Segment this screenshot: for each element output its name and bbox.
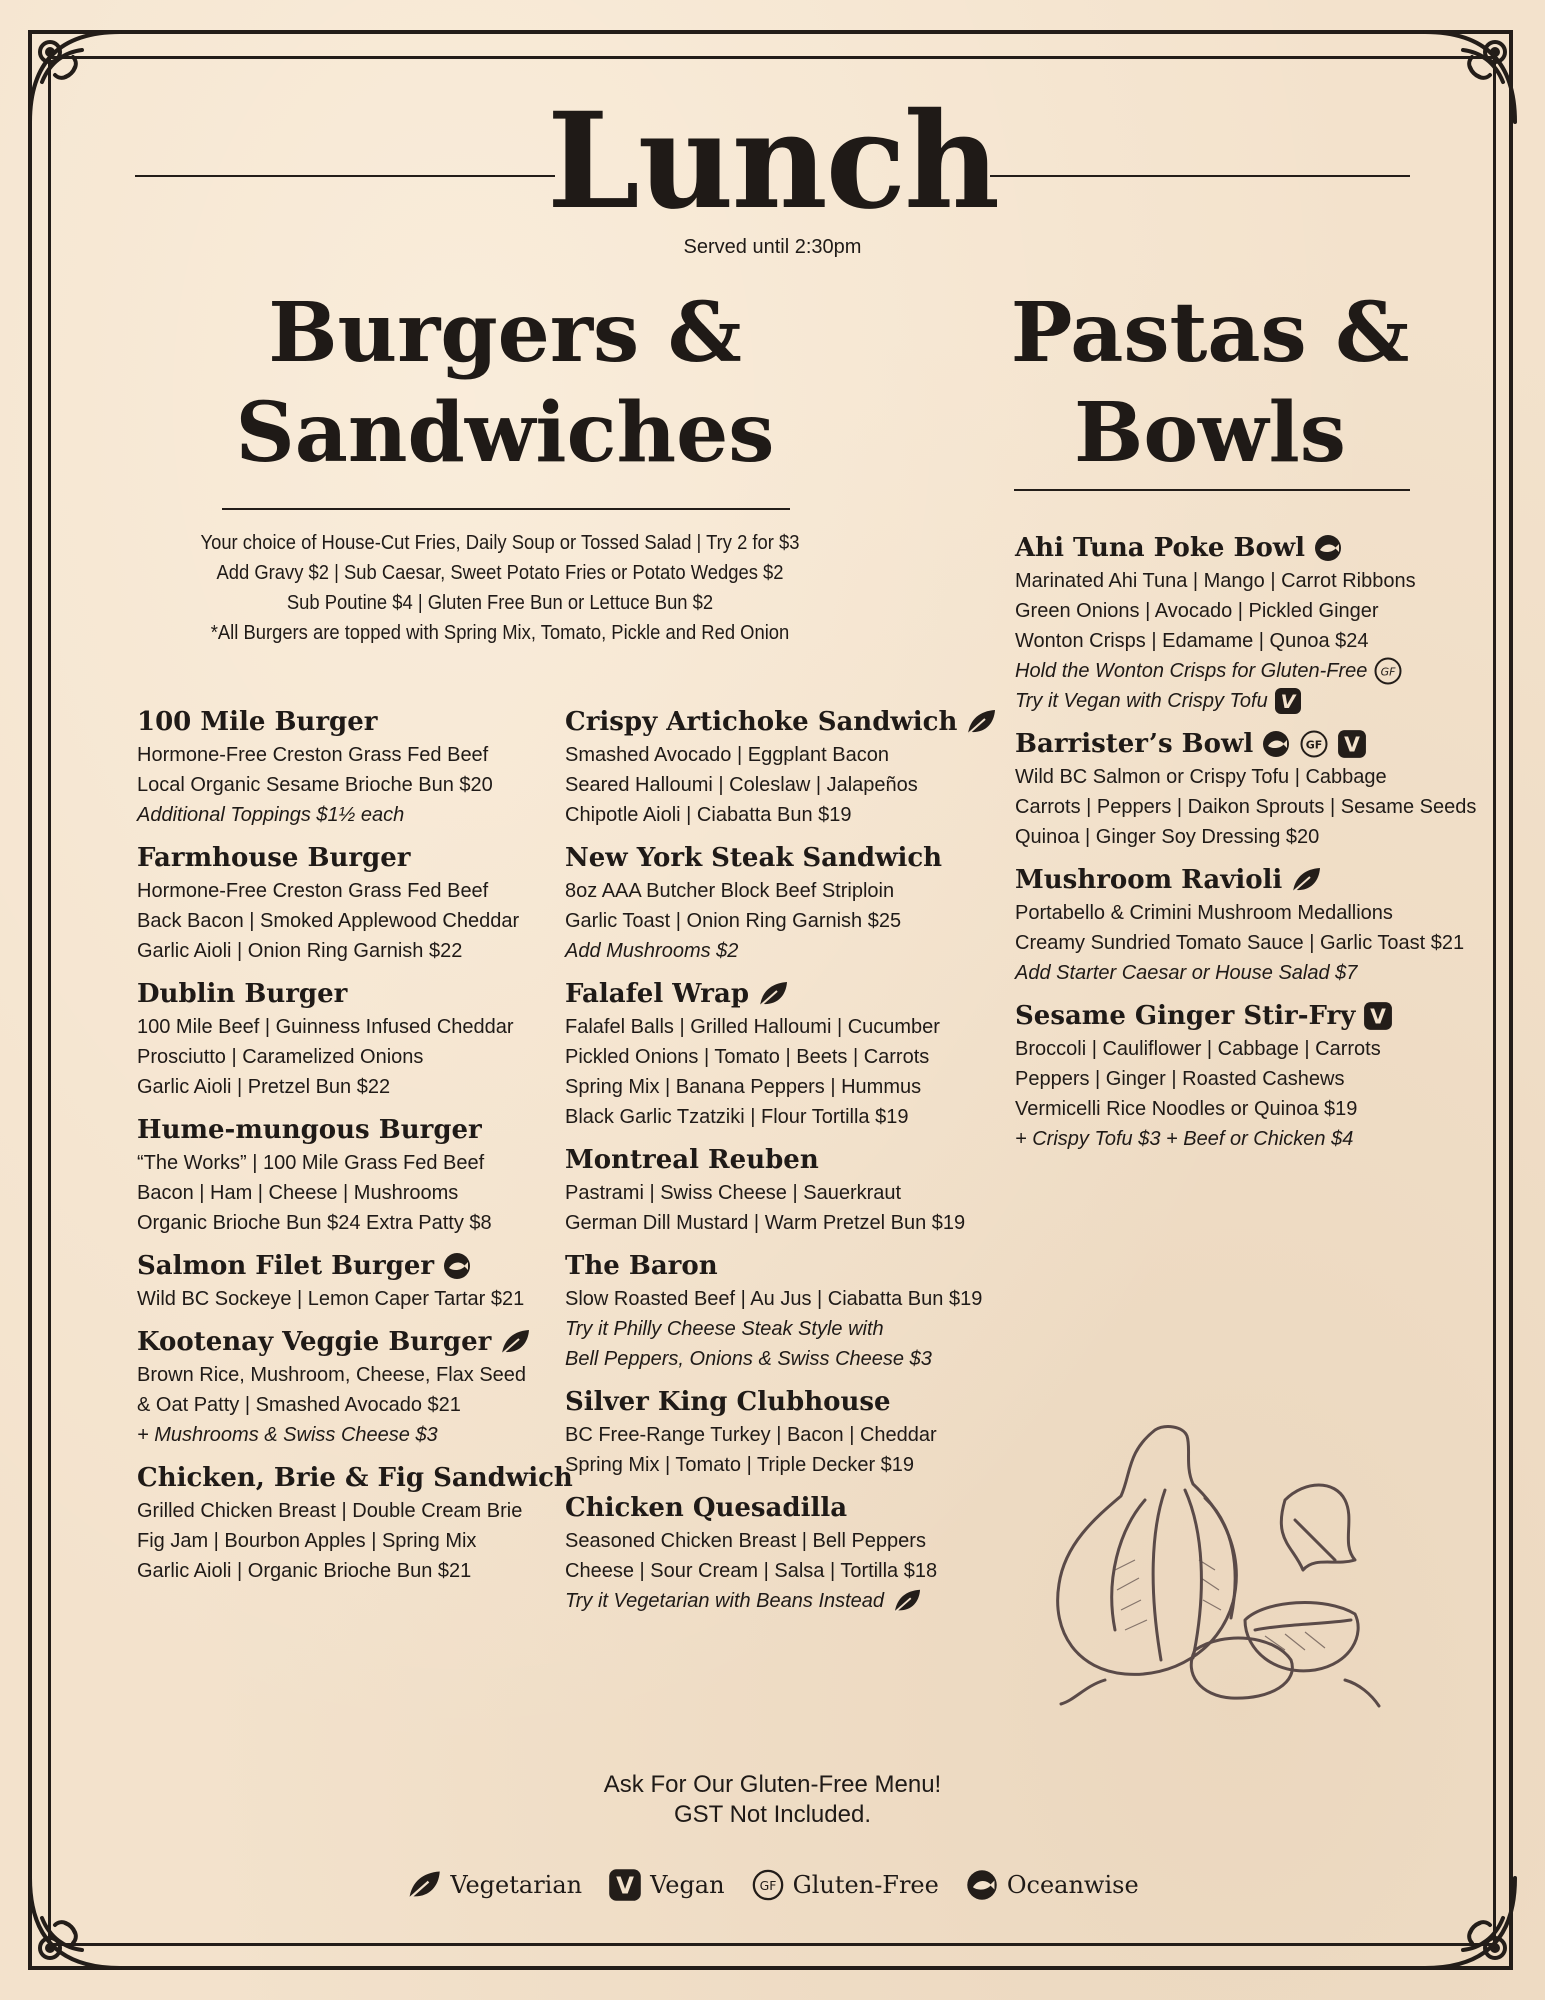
item-desc: “The Works” | 100 Mile Grass Fed Beef <box>137 1152 485 1174</box>
menu-item <box>565 1384 1005 1480</box>
pastas-column <box>1015 530 1475 1164</box>
item-desc: Hormone-Free Creston Grass Fed Beef <box>137 744 489 766</box>
section-rule-burgers <box>222 508 790 510</box>
burger-notes <box>150 528 850 648</box>
item-desc: Brown Rice, Mushroom, Cheese, Flax Seed <box>137 1364 527 1386</box>
menu-item <box>565 1248 1005 1374</box>
menu-item <box>565 1490 1005 1616</box>
menu-item <box>565 976 1005 1132</box>
menu-item <box>565 1142 1005 1238</box>
legend-label: Gluten-Free <box>792 1871 939 1899</box>
menu-item <box>137 1460 573 1586</box>
gluten-free-icon <box>1373 656 1403 686</box>
item-desc: Slow Roasted Beef | Au Jus | Ciabatta Bun $19 <box>565 1288 983 1310</box>
item-desc: Falafel Balls | Grilled Halloumi | Cucumber <box>565 1016 940 1038</box>
item-desc: Garlic Toast | Onion Ring Garnish $25 <box>565 910 902 932</box>
item-desc: Carrots | Peppers | Daikon Sprouts | Sesame Seeds <box>1015 796 1477 818</box>
oceanwise-fish-icon <box>1261 729 1291 759</box>
item-desc: Garlic Aioli | Organic Brioche Bun $21 <box>137 1560 472 1582</box>
svg-text:V: V <box>1280 691 1296 713</box>
item-name: The Baron <box>565 1251 718 1281</box>
menu-item <box>137 704 547 830</box>
section-title-line: Pastas & <box>1010 285 1410 381</box>
menu-item <box>1015 998 1475 1154</box>
section-title-line: Bowls <box>1074 385 1346 481</box>
item-desc: Green Onions | Avocado | Pickled Ginger <box>1015 600 1379 622</box>
item-desc: Vermicelli Rice Noodles or Quinoa $19 <box>1015 1098 1358 1120</box>
svg-text:V: V <box>616 1873 635 1900</box>
item-name: Salmon Filet Burger <box>137 1251 435 1281</box>
note-line: Add Gravy $2 | Sub Caesar, Sweet Potato Fries or Potato Wedges $2 <box>216 562 784 584</box>
menu-item <box>1015 726 1475 852</box>
svg-text:V: V <box>1344 732 1361 757</box>
legend-vegetarian <box>406 1868 582 1902</box>
menu-item <box>137 976 547 1102</box>
item-desc: Spring Mix | Banana Peppers | Hummus <box>565 1076 922 1098</box>
note-line: Your choice of House-Cut Fries, Daily Soup or Tossed Salad | Try 2 for $3 <box>200 532 800 554</box>
svg-text:GF: GF <box>1305 738 1323 752</box>
menu-item <box>137 840 547 966</box>
item-desc: Chipotle Aioli | Ciabatta Bun $19 <box>565 804 852 826</box>
item-name: Silver King Clubhouse <box>565 1387 891 1417</box>
item-desc: Wonton Crisps | Edamame | Qunoa $24 <box>1015 630 1369 652</box>
item-desc: Fig Jam | Bourbon Apples | Spring Mix <box>137 1530 477 1552</box>
footer-note <box>0 1770 1545 1830</box>
section-title-line: Burgers & <box>268 285 742 381</box>
menu-item <box>1015 530 1475 716</box>
item-desc: Smashed Avocado | Eggplant Bacon <box>565 744 889 766</box>
item-desc: Peppers | Ginger | Roasted Cashews <box>1015 1068 1345 1090</box>
legend-oceanwise <box>965 1868 1139 1902</box>
item-desc: + Crispy Tofu $3 + Beef or Chicken $4 <box>1015 1128 1354 1150</box>
item-desc: Seasoned Chicken Breast | Bell Peppers <box>565 1530 926 1552</box>
item-desc: Wild BC Sockeye | Lemon Caper Tartar $21 <box>137 1288 525 1310</box>
gst-note: GST Not Included. <box>674 1801 871 1828</box>
item-name: Dublin Burger <box>137 979 348 1009</box>
item-desc: Garlic Aioli | Pretzel Bun $22 <box>137 1076 391 1098</box>
item-name: Kootenay Veggie Burger <box>137 1327 492 1357</box>
item-name: Farmhouse Burger <box>137 843 411 873</box>
item-name: Chicken, Brie & Fig Sandwich <box>137 1463 573 1493</box>
item-desc: Black Garlic Tzatziki | Flour Tortilla $19 <box>565 1106 909 1128</box>
svg-text:V: V <box>1370 1004 1387 1029</box>
item-desc: Spring Mix | Tomato | Triple Decker $19 <box>565 1454 915 1476</box>
svg-text:GF: GF <box>759 1878 776 1894</box>
item-desc: Seared Halloumi | Coleslaw | Jalapeños <box>565 774 918 796</box>
item-desc-with-icon <box>1015 656 1475 686</box>
served-until: Served until 2:30pm <box>683 236 862 258</box>
menu-item <box>137 1112 547 1238</box>
leaf-icon <box>499 1327 531 1357</box>
item-desc: Local Organic Sesame Brioche Bun $20 <box>137 774 493 796</box>
menu-item <box>1015 862 1475 988</box>
section-title-pastas <box>1000 283 1420 483</box>
note-line: Sub Poutine $4 | Gluten Free Bun or Lettuce Bun $2 <box>286 592 714 614</box>
item-desc: Pastrami | Swiss Cheese | Sauerkraut <box>565 1182 902 1204</box>
item-name: 100 Mile Burger <box>137 707 378 737</box>
section-title-line: Sandwiches <box>235 385 775 481</box>
menu-item <box>565 840 1005 966</box>
item-desc: Garlic Aioli | Onion Ring Garnish $22 <box>137 940 463 962</box>
item-desc: Bacon | Ham | Cheese | Mushrooms <box>137 1182 459 1204</box>
item-desc: Cheese | Sour Cream | Salsa | Tortilla $18 <box>565 1560 938 1582</box>
item-desc: Organic Brioche Bun $24 Extra Patty $8 <box>137 1212 492 1234</box>
gluten-free-menu-note: Ask For Our Gluten-Free Menu! <box>603 1771 942 1798</box>
item-desc: Try it Philly Cheese Steak Style with <box>565 1318 884 1340</box>
item-desc: Creamy Sundried Tomato Sauce | Garlic Toast $21 <box>1015 932 1465 954</box>
gluten-free-icon <box>1299 729 1329 759</box>
item-desc: Add Mushrooms $2 <box>565 940 739 962</box>
note-line: *All Burgers are topped with Spring Mix, Tomato, Pickle and Red Onion <box>210 622 790 644</box>
item-name: Montreal Reuben <box>565 1145 819 1175</box>
item-desc: 8oz AAA Butcher Block Beef Striploin <box>565 880 895 902</box>
page-title: Lunch <box>546 84 999 239</box>
leaf-icon <box>406 1868 442 1902</box>
section-rule-pastas <box>1014 489 1410 491</box>
item-desc: Wild BC Salmon or Crispy Tofu | Cabbage <box>1015 766 1387 788</box>
item-desc: Hold the Wonton Crisps for Gluten-Free <box>1015 660 1368 682</box>
item-desc: Quinoa | Ginger Soy Dressing $20 <box>1015 826 1320 848</box>
item-name: Falafel Wrap <box>565 979 750 1009</box>
leaf-icon <box>892 1587 922 1615</box>
section-title-burgers <box>130 283 880 483</box>
svg-text:GF: GF <box>1380 665 1396 679</box>
item-desc: Broccoli | Cauliflower | Cabbage | Carrots <box>1015 1038 1381 1060</box>
item-name: Barrister’s Bowl <box>1015 729 1254 759</box>
leaf-icon <box>965 707 997 737</box>
item-desc: Bell Peppers, Onions & Swiss Cheese $3 <box>565 1348 932 1370</box>
item-desc: & Oat Patty | Smashed Avocado $21 <box>137 1394 461 1416</box>
item-desc: Hormone-Free Creston Grass Fed Beef <box>137 880 489 902</box>
item-desc: Back Bacon | Smoked Applewood Cheddar <box>137 910 520 932</box>
leaf-icon <box>1290 865 1322 895</box>
leaf-icon <box>757 979 789 1009</box>
item-desc: Try it Vegan with Crispy Tofu <box>1015 690 1268 712</box>
legend-gluten-free <box>751 1868 939 1902</box>
item-desc: + Mushrooms & Swiss Cheese $3 <box>137 1424 438 1446</box>
vegan-v-icon <box>1337 729 1367 759</box>
vegan-v-icon <box>1363 1001 1393 1031</box>
item-desc: Portabello & Crimini Mushroom Medallions <box>1015 902 1393 924</box>
item-desc: 100 Mile Beef | Guinness Infused Cheddar <box>137 1016 514 1038</box>
item-desc-with-icon <box>565 1586 1005 1616</box>
oceanwise-fish-icon <box>442 1251 472 1281</box>
item-desc: Additional Toppings $1½ each <box>137 804 405 826</box>
item-name: Hume-mungous Burger <box>137 1115 482 1145</box>
item-desc: Pickled Onions | Tomato | Beets | Carrots <box>565 1046 930 1068</box>
item-desc: Grilled Chicken Breast | Double Cream Brie <box>137 1500 523 1522</box>
garlic-illustration <box>1045 1420 1395 1720</box>
burgers-column-1 <box>137 704 573 1596</box>
item-name: New York Steak Sandwich <box>565 843 943 873</box>
item-desc-with-icon <box>1015 686 1475 716</box>
icon-legend <box>0 1868 1545 1902</box>
item-desc: BC Free-Range Turkey | Bacon | Cheddar <box>565 1424 937 1446</box>
item-desc: Marinated Ahi Tuna | Mango | Carrot Ribbons <box>1015 570 1416 592</box>
legend-label: Vegetarian <box>450 1871 583 1899</box>
item-name: Ahi Tuna Poke Bowl <box>1015 533 1306 563</box>
item-desc: Add Starter Caesar or House Salad $7 <box>1015 962 1358 984</box>
legend-label: Vegan <box>650 1871 725 1899</box>
burgers-column-2 <box>565 704 1005 1626</box>
vegan-v-icon <box>1274 687 1302 715</box>
menu-item <box>137 1324 547 1450</box>
item-desc: Try it Vegetarian with Beans Instead <box>565 1590 885 1612</box>
item-desc: German Dill Mustard | Warm Pretzel Bun $19 <box>565 1212 966 1234</box>
oceanwise-fish-icon <box>965 1868 999 1902</box>
item-name: Chicken Quesadilla <box>565 1493 848 1523</box>
item-name: Mushroom Ravioli <box>1015 865 1283 895</box>
legend-label: Oceanwise <box>1006 1871 1139 1899</box>
menu-item <box>565 704 1005 830</box>
item-name: Crispy Artichoke Sandwich <box>565 707 958 737</box>
item-name: Sesame Ginger Stir-Fry <box>1015 1001 1356 1031</box>
oceanwise-fish-icon <box>1313 533 1343 563</box>
vegan-v-icon <box>608 1868 642 1902</box>
gluten-free-icon <box>751 1868 785 1902</box>
legend-vegan <box>608 1868 724 1902</box>
item-desc: Prosciutto | Caramelized Onions <box>137 1046 424 1068</box>
menu-item <box>137 1248 547 1314</box>
